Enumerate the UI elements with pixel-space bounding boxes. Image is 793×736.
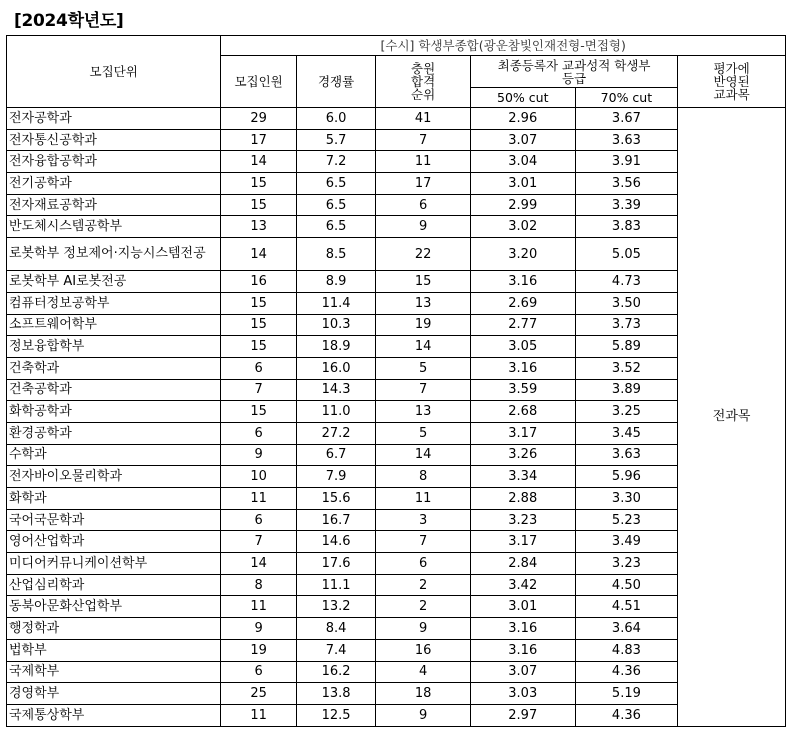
cut50-cell: 3.16 xyxy=(470,618,575,640)
capacity-cell: 6 xyxy=(221,422,296,444)
table-row xyxy=(7,194,786,216)
table-row xyxy=(7,639,786,661)
table-row xyxy=(7,531,786,553)
unit-cell: 국제학부 xyxy=(7,661,221,683)
competition-cell: 6.5 xyxy=(296,194,376,216)
header-competition: 경쟁률 xyxy=(296,56,376,108)
competition-cell: 12.5 xyxy=(296,704,376,726)
competition-cell: 11.1 xyxy=(296,574,376,596)
competition-cell: 27.2 xyxy=(296,422,376,444)
table-row xyxy=(7,173,786,195)
unit-cell: 소프트웨어학부 xyxy=(7,314,221,336)
competition-cell: 11.0 xyxy=(296,401,376,423)
table-body xyxy=(7,108,786,727)
competition-cell: 8.5 xyxy=(296,238,376,271)
waitlist-cell: 9 xyxy=(376,216,471,238)
capacity-cell: 7 xyxy=(221,379,296,401)
cut70-cell: 3.67 xyxy=(575,108,678,130)
table-row xyxy=(7,509,786,531)
cut50-cell: 3.23 xyxy=(470,509,575,531)
cut70-cell: 5.96 xyxy=(575,466,678,488)
table-row xyxy=(7,466,786,488)
waitlist-cell: 41 xyxy=(376,108,471,130)
cut50-cell: 2.84 xyxy=(470,553,575,575)
waitlist-cell: 11 xyxy=(376,488,471,510)
unit-cell: 화학과 xyxy=(7,488,221,510)
competition-cell: 17.6 xyxy=(296,553,376,575)
competition-cell: 10.3 xyxy=(296,314,376,336)
table-row xyxy=(7,574,786,596)
unit-cell: 전자바이오물리학과 xyxy=(7,466,221,488)
table-row xyxy=(7,216,786,238)
unit-cell: 건축공학과 xyxy=(7,379,221,401)
cut70-cell: 3.73 xyxy=(575,314,678,336)
waitlist-cell: 9 xyxy=(376,618,471,640)
unit-cell: 반도체시스템공학부 xyxy=(7,216,221,238)
waitlist-cell: 11 xyxy=(376,151,471,173)
waitlist-cell: 19 xyxy=(376,314,471,336)
table-row xyxy=(7,488,786,510)
table-row xyxy=(7,618,786,640)
unit-cell: 로봇학부 AI로봇전공 xyxy=(7,271,221,293)
waitlist-cell: 6 xyxy=(376,553,471,575)
capacity-cell: 13 xyxy=(221,216,296,238)
table-row xyxy=(7,336,786,358)
capacity-cell: 7 xyxy=(221,531,296,553)
waitlist-cell: 16 xyxy=(376,639,471,661)
cut70-cell: 4.51 xyxy=(575,596,678,618)
cut70-cell: 3.50 xyxy=(575,292,678,314)
cut50-cell: 2.97 xyxy=(470,704,575,726)
cut50-cell: 3.04 xyxy=(470,151,575,173)
table-row xyxy=(7,661,786,683)
cut50-cell: 3.16 xyxy=(470,271,575,293)
cut50-cell: 3.16 xyxy=(470,639,575,661)
header-reflected: 평가에 반영된 교과목 xyxy=(678,56,786,108)
competition-cell: 7.2 xyxy=(296,151,376,173)
capacity-cell: 16 xyxy=(221,271,296,293)
competition-cell: 16.7 xyxy=(296,509,376,531)
cut70-cell: 3.89 xyxy=(575,379,678,401)
waitlist-cell: 2 xyxy=(376,574,471,596)
cut70-cell: 3.91 xyxy=(575,151,678,173)
header-waitlist: 충원 합격 순위 xyxy=(376,56,471,108)
cut70-cell: 5.19 xyxy=(575,683,678,705)
waitlist-cell: 9 xyxy=(376,704,471,726)
table-row xyxy=(7,596,786,618)
unit-cell: 전기공학과 xyxy=(7,173,221,195)
waitlist-cell: 4 xyxy=(376,661,471,683)
waitlist-cell: 17 xyxy=(376,173,471,195)
table-row xyxy=(7,704,786,726)
table-row xyxy=(7,108,786,130)
cut50-cell: 3.42 xyxy=(470,574,575,596)
cut70-cell: 4.73 xyxy=(575,271,678,293)
capacity-cell: 11 xyxy=(221,596,296,618)
header-capacity: 모집인원 xyxy=(221,56,296,108)
unit-cell: 국제통상학부 xyxy=(7,704,221,726)
cut70-cell: 3.83 xyxy=(575,216,678,238)
waitlist-cell: 13 xyxy=(376,401,471,423)
unit-cell: 전자융합공학과 xyxy=(7,151,221,173)
competition-cell: 8.9 xyxy=(296,271,376,293)
table-row xyxy=(7,292,786,314)
table-row xyxy=(7,271,786,293)
unit-cell: 경영학부 xyxy=(7,683,221,705)
cut50-cell: 3.34 xyxy=(470,466,575,488)
unit-cell: 행정학과 xyxy=(7,618,221,640)
cut50-cell: 2.69 xyxy=(470,292,575,314)
header-unit: 모집단위 xyxy=(7,36,221,108)
unit-cell: 정보융합학부 xyxy=(7,336,221,358)
capacity-cell: 14 xyxy=(221,238,296,271)
capacity-cell: 15 xyxy=(221,194,296,216)
cut70-cell: 5.05 xyxy=(575,238,678,271)
table-row xyxy=(7,151,786,173)
cut50-cell: 2.68 xyxy=(470,401,575,423)
unit-cell: 미디어커뮤니케이션학부 xyxy=(7,553,221,575)
cut50-cell: 3.20 xyxy=(470,238,575,271)
capacity-cell: 17 xyxy=(221,129,296,151)
cut70-cell: 3.52 xyxy=(575,357,678,379)
competition-cell: 6.5 xyxy=(296,173,376,195)
cut70-cell: 4.50 xyxy=(575,574,678,596)
cut50-cell: 2.77 xyxy=(470,314,575,336)
unit-cell: 법학부 xyxy=(7,639,221,661)
table-row xyxy=(7,401,786,423)
capacity-cell: 9 xyxy=(221,618,296,640)
capacity-cell: 25 xyxy=(221,683,296,705)
capacity-cell: 6 xyxy=(221,509,296,531)
cut70-cell: 3.25 xyxy=(575,401,678,423)
table-row xyxy=(7,683,786,705)
cut70-cell: 4.36 xyxy=(575,661,678,683)
waitlist-cell: 7 xyxy=(376,379,471,401)
cut70-cell: 3.49 xyxy=(575,531,678,553)
capacity-cell: 6 xyxy=(221,661,296,683)
capacity-cell: 11 xyxy=(221,488,296,510)
cut70-cell: 3.45 xyxy=(575,422,678,444)
cut50-cell: 3.17 xyxy=(470,531,575,553)
table-row xyxy=(7,444,786,466)
table-row xyxy=(7,238,786,271)
waitlist-cell: 5 xyxy=(376,422,471,444)
waitlist-cell: 18 xyxy=(376,683,471,705)
table-row xyxy=(7,357,786,379)
unit-cell: 영어산업학과 xyxy=(7,531,221,553)
capacity-cell: 15 xyxy=(221,401,296,423)
header-grade-group: 최종등록자 교과성적 학생부 등급 xyxy=(470,56,677,88)
unit-cell: 전자통신공학과 xyxy=(7,129,221,151)
cut50-cell: 3.05 xyxy=(470,336,575,358)
waitlist-cell: 3 xyxy=(376,509,471,531)
capacity-cell: 15 xyxy=(221,173,296,195)
cut70-cell: 3.63 xyxy=(575,444,678,466)
page-title: [2024학년도] xyxy=(14,11,124,31)
cut70-cell: 3.39 xyxy=(575,194,678,216)
competition-cell: 6.7 xyxy=(296,444,376,466)
unit-cell: 컴퓨터정보공학부 xyxy=(7,292,221,314)
cut50-cell: 2.96 xyxy=(470,108,575,130)
header-cut50: 50% cut xyxy=(470,88,575,108)
cut50-cell: 3.02 xyxy=(470,216,575,238)
competition-cell: 18.9 xyxy=(296,336,376,358)
cut50-cell: 3.01 xyxy=(470,596,575,618)
table-row xyxy=(7,379,786,401)
unit-cell: 전자공학과 xyxy=(7,108,221,130)
unit-cell: 수학과 xyxy=(7,444,221,466)
capacity-cell: 14 xyxy=(221,151,296,173)
competition-cell: 6.5 xyxy=(296,216,376,238)
cut50-cell: 3.26 xyxy=(470,444,575,466)
cut70-cell: 3.63 xyxy=(575,129,678,151)
capacity-cell: 6 xyxy=(221,357,296,379)
header-cut70: 70% cut xyxy=(575,88,678,108)
cut50-cell: 2.88 xyxy=(470,488,575,510)
unit-cell: 전자재료공학과 xyxy=(7,194,221,216)
cut50-cell: 3.07 xyxy=(470,129,575,151)
admissions-table xyxy=(6,35,786,727)
cut70-cell: 4.83 xyxy=(575,639,678,661)
capacity-cell: 15 xyxy=(221,314,296,336)
reflected-subjects-cell: 전과목 xyxy=(678,108,786,727)
cut50-cell: 3.17 xyxy=(470,422,575,444)
waitlist-cell: 15 xyxy=(376,271,471,293)
capacity-cell: 29 xyxy=(221,108,296,130)
cut70-cell: 3.23 xyxy=(575,553,678,575)
capacity-cell: 11 xyxy=(221,704,296,726)
waitlist-cell: 2 xyxy=(376,596,471,618)
capacity-cell: 8 xyxy=(221,574,296,596)
cut50-cell: 3.59 xyxy=(470,379,575,401)
capacity-cell: 15 xyxy=(221,292,296,314)
waitlist-cell: 13 xyxy=(376,292,471,314)
competition-cell: 8.4 xyxy=(296,618,376,640)
competition-cell: 5.7 xyxy=(296,129,376,151)
competition-cell: 14.3 xyxy=(296,379,376,401)
competition-cell: 13.8 xyxy=(296,683,376,705)
competition-cell: 7.4 xyxy=(296,639,376,661)
header-group: [수시] 학생부종합(광운참빛인재전형-면접형) xyxy=(221,36,786,56)
unit-cell: 로봇학부 정보제어·지능시스템전공 xyxy=(7,238,221,271)
unit-cell: 산업심리학과 xyxy=(7,574,221,596)
cut50-cell: 3.07 xyxy=(470,661,575,683)
table-row xyxy=(7,129,786,151)
cut70-cell: 4.36 xyxy=(575,704,678,726)
competition-cell: 7.9 xyxy=(296,466,376,488)
waitlist-cell: 5 xyxy=(376,357,471,379)
capacity-cell: 15 xyxy=(221,336,296,358)
cut70-cell: 5.23 xyxy=(575,509,678,531)
table-row xyxy=(7,314,786,336)
capacity-cell: 10 xyxy=(221,466,296,488)
cut70-cell: 3.64 xyxy=(575,618,678,640)
waitlist-cell: 22 xyxy=(376,238,471,271)
waitlist-cell: 8 xyxy=(376,466,471,488)
competition-cell: 14.6 xyxy=(296,531,376,553)
unit-cell: 국어국문학과 xyxy=(7,509,221,531)
competition-cell: 16.0 xyxy=(296,357,376,379)
competition-cell: 16.2 xyxy=(296,661,376,683)
capacity-cell: 9 xyxy=(221,444,296,466)
waitlist-cell: 6 xyxy=(376,194,471,216)
table-row xyxy=(7,553,786,575)
unit-cell: 건축학과 xyxy=(7,357,221,379)
unit-cell: 환경공학과 xyxy=(7,422,221,444)
cut50-cell: 3.01 xyxy=(470,173,575,195)
cut70-cell: 3.30 xyxy=(575,488,678,510)
capacity-cell: 19 xyxy=(221,639,296,661)
waitlist-cell: 7 xyxy=(376,531,471,553)
cut50-cell: 2.99 xyxy=(470,194,575,216)
waitlist-cell: 14 xyxy=(376,444,471,466)
unit-cell: 동북아문화산업학부 xyxy=(7,596,221,618)
table-row xyxy=(7,422,786,444)
cut50-cell: 3.16 xyxy=(470,357,575,379)
waitlist-cell: 7 xyxy=(376,129,471,151)
competition-cell: 15.6 xyxy=(296,488,376,510)
competition-cell: 6.0 xyxy=(296,108,376,130)
cut50-cell: 3.03 xyxy=(470,683,575,705)
competition-cell: 11.4 xyxy=(296,292,376,314)
capacity-cell: 14 xyxy=(221,553,296,575)
cut70-cell: 5.89 xyxy=(575,336,678,358)
waitlist-cell: 14 xyxy=(376,336,471,358)
competition-cell: 13.2 xyxy=(296,596,376,618)
unit-cell: 화학공학과 xyxy=(7,401,221,423)
cut70-cell: 3.56 xyxy=(575,173,678,195)
